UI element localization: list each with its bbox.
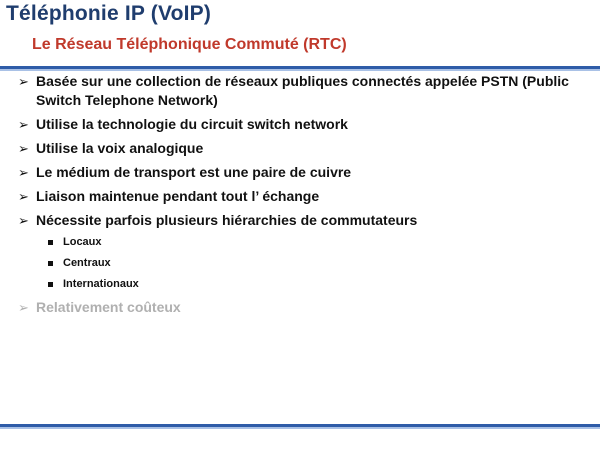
arrowhead-bullet-icon: ➢ [18, 213, 29, 228]
slide-title: Téléphonie IP (VoIP) [6, 2, 212, 25]
sub-bullet-text: Locaux [63, 236, 102, 248]
sub-bullet-item [48, 235, 588, 249]
bullet-item [18, 115, 588, 134]
bullet-item [18, 72, 588, 110]
bullet-text: Nécessite parfois plusieurs hiérarchies de commutateurs [36, 212, 418, 228]
sub-bullet-text: Centraux [63, 257, 111, 269]
arrowhead-bullet-icon: ➢ [18, 117, 29, 132]
bullet-item [18, 187, 588, 206]
arrowhead-bullet-icon: ➢ [18, 165, 29, 180]
arrowhead-bullet-icon: ➢ [18, 300, 29, 315]
sub-bullet-item [48, 256, 588, 270]
slide-subtitle: Le Réseau Téléphonique Commuté (RTC) [32, 36, 347, 53]
bullet-item [18, 163, 588, 182]
square-bullet-icon [48, 282, 53, 287]
sub-bullet-item [48, 277, 588, 291]
square-bullet-icon [48, 261, 53, 266]
arrowhead-bullet-icon: ➢ [18, 189, 29, 204]
bullet-text: Basée sur une collection de réseaux publiques connectés appelée PSTN (Public Switch Telephone Network) [36, 73, 569, 108]
bullet-text: Utilise la technologie du circuit switch network [36, 116, 348, 132]
top-divider-shadow [0, 69, 600, 71]
arrowhead-bullet-icon: ➢ [18, 141, 29, 156]
arrowhead-bullet-icon: ➢ [18, 74, 29, 89]
bullet-item-muted [18, 298, 588, 317]
bullet-text: Le médium de transport est une paire de cuivre [36, 164, 352, 180]
square-bullet-icon [48, 240, 53, 245]
bullet-text: Utilise la voix analogique [36, 140, 204, 156]
bullet-text: Liaison maintenue pendant tout l’ échange [36, 188, 320, 204]
bullet-text: Relativement coûteux [36, 299, 181, 315]
bullet-item [18, 211, 588, 230]
bullet-item [18, 139, 588, 158]
bottom-divider-shadow [0, 427, 600, 429]
slide-body [18, 72, 588, 322]
sub-bullet-text: Internationaux [63, 278, 139, 290]
